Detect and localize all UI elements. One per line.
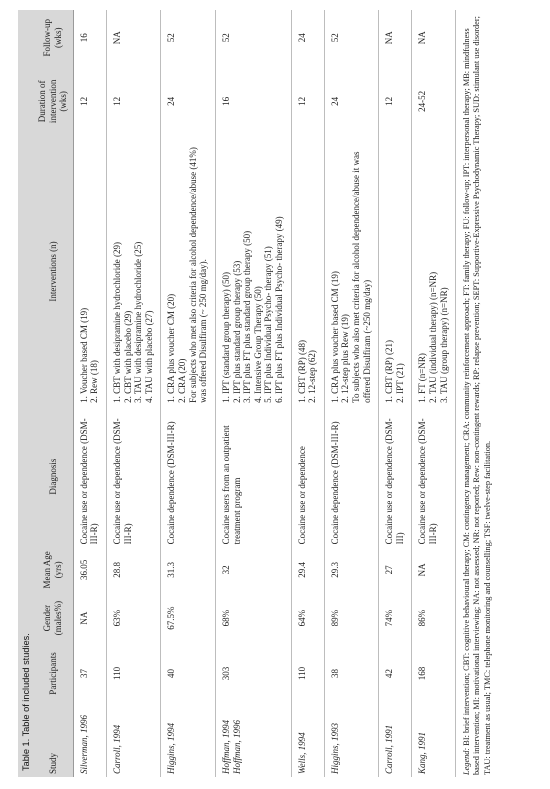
cell-age: 36.05 (73, 547, 106, 592)
intervention-item: 1. CRA plus voucher CM (20) (166, 293, 177, 403)
cell-duration: 16 (215, 65, 291, 137)
table-row (291, 10, 324, 777)
table-row (379, 10, 412, 777)
intervention-item: 1. CBT with desipramine hydrochloride (29) (112, 242, 123, 403)
cell-diagnosis: Cocaine use or dependence (DSM-III-R) (412, 406, 456, 548)
cell-duration: 12 (107, 65, 161, 137)
table-row (324, 10, 378, 777)
cell-duration: 24 (161, 65, 215, 137)
cell-participants: 168 (412, 644, 456, 703)
cell-interventions (324, 137, 378, 406)
cell-age: 31.3 (161, 547, 215, 592)
cell-study: Silverman, 1996 (73, 703, 106, 777)
cell-followup: 52 (161, 10, 215, 65)
header-gender: Gender (males%) (34, 592, 73, 643)
cell-duration: 24-52 (412, 65, 456, 137)
cell-gender: 86% (412, 592, 456, 643)
cell-study: Carroll, 1994 (107, 703, 161, 777)
intervention-item: 3. TAU with desipramine hydrochloride (25) (133, 241, 144, 403)
intervention-item: For subjects who met also criteria for alcohol dependence/abuse (41%) was offered Disulfiram (~ 250 mg/day). (187, 147, 209, 403)
cell-interventions (73, 137, 106, 406)
cell-age: 28.8 (107, 547, 161, 592)
header-duration: Duration of intervention (wks) (34, 65, 73, 137)
cell-age: 29.4 (291, 547, 324, 592)
table-header (34, 10, 73, 777)
intervention-item: 5. IPT plus Individual Psycho- therapy (51) (263, 246, 274, 403)
intervention-item: 2. 12-step (62) (307, 350, 318, 403)
cell-gender: 63% (107, 592, 161, 643)
table-row (215, 10, 291, 777)
cell-participants: 37 (73, 644, 106, 703)
intervention-item: 2. TAU (individual therapy) (n=NR) (428, 271, 439, 403)
intervention-item: 3. TAU (group therapy) (n=NR) (438, 287, 449, 403)
intervention-item: 1. CBT (RP) (21) (384, 339, 395, 403)
header-diagnosis: Diagnosis (34, 406, 73, 548)
intervention-item: 1. CBT (RP) (48) (296, 339, 307, 403)
cell-diagnosis: Cocaine dependence (DSM-III-R) (324, 406, 378, 548)
cell-followup: 52 (324, 10, 378, 65)
cell-duration: 24 (324, 65, 378, 137)
cell-age: 29.3 (324, 547, 378, 592)
intervention-item: 3. IPT plus FT plus standard group therapy (50) (242, 230, 253, 403)
cell-diagnosis: Cocaine users from an outpatient treatment program (215, 406, 291, 548)
cell-participants: 110 (107, 644, 161, 703)
cell-study: Carroll, 1991 (379, 703, 412, 777)
cell-followup: NA (412, 10, 456, 65)
cell-gender: 67.5% (161, 592, 215, 643)
cell-participants: 40 (161, 644, 215, 703)
cell-diagnosis: Cocaine dependence (DSM-III-R) (161, 406, 215, 548)
cell-interventions (379, 137, 412, 406)
cell-interventions (412, 137, 456, 406)
cell-followup: 24 (291, 10, 324, 65)
table-row (412, 10, 456, 777)
cell-duration: 12 (379, 65, 412, 137)
table-caption: Table 1. Table of included studies. (18, 10, 34, 777)
cell-duration: 12 (73, 65, 106, 137)
table-row (161, 10, 215, 777)
intervention-item: To subjects who also met criteria for alcohol dependence/abuse it was offered Disulfiram (~250 mg/day) (351, 151, 372, 403)
intervention-item: 1. FT (n=NR) (417, 353, 428, 403)
cell-study: Higgins, 1994 (161, 703, 215, 777)
cell-age: 32 (215, 547, 291, 592)
cell-interventions (161, 137, 215, 406)
cell-study: Hoffman, 1994 Hoffman, 1996 (215, 703, 291, 777)
cell-duration: 12 (291, 65, 324, 137)
intervention-item: 2. Rew (18) (89, 360, 100, 403)
intervention-item: 2. 12-step plus Rew (19) (340, 314, 351, 403)
cell-followup: NA (379, 10, 412, 65)
cell-followup: NA (107, 10, 161, 65)
cell-gender: 89% (324, 592, 378, 643)
intervention-item: 1. Voucher based CM (19) (78, 307, 89, 403)
intervention-item: 6. IPT plus FT plus Individual Psycho- therapy (49) (273, 216, 284, 403)
cell-age: 27 (379, 547, 412, 592)
cell-interventions (215, 137, 291, 406)
cell-participants: 110 (291, 644, 324, 703)
intervention-item: 2. IPT plus standard group therapy (53) (231, 260, 242, 403)
legend-text: BI: brief intervention; CBT: cognitive behavioural therapy; CM: contingency management; CRA: community reinforcement approach; FT: family therapy; FU: follow-up; IPT: interpersonal therapy; MB: mindfulness based intervention; MI: motivational interviewing; NA: not assessed; NR: not reported; Rew: non-contingent rewards; RP: relapse prevention; SEPT: Supportive-Expressive Psychodynamic Therapy; SUD: stimulant use disorder; TAU: treatment as usual; TMC: telephone monitoring and counselling; TSF: twelve-step facilitation. (462, 16, 492, 775)
cell-study: Kang, 1991 (412, 703, 456, 777)
cell-followup: 16 (73, 10, 106, 65)
intervention-item: 1. CRA plus voucher based CM (19) (329, 271, 340, 403)
table-row (107, 10, 161, 777)
header-followup: Follow-up (wks) (34, 10, 73, 65)
header-interventions: Interventions (n) (34, 137, 73, 406)
cell-study: Higgins, 1993 (324, 703, 378, 777)
cell-participants: 42 (379, 644, 412, 703)
cell-study: Wells, 1994 (291, 703, 324, 777)
cell-followup: 52 (215, 10, 291, 65)
cell-gender: NA (73, 592, 106, 643)
intervention-item: 2. CRA (20) (177, 358, 188, 403)
intervention-item: 4. Intensive Group Therapy (50) (252, 286, 263, 403)
intervention-item: 4. TAU with placebo (27) (143, 310, 154, 403)
table-legend (456, 10, 492, 777)
cell-interventions (291, 137, 324, 406)
cell-diagnosis: Cocaine use or dependence (291, 406, 324, 548)
studies-table (34, 10, 456, 777)
cell-gender: 68% (215, 592, 291, 643)
legend-title: Legend: (462, 747, 472, 775)
cell-participants: 38 (324, 644, 378, 703)
intervention-item: 2. CBT with placebo (29) (122, 310, 133, 403)
cell-gender: 64% (291, 592, 324, 643)
cell-diagnosis: Cocaine use or dependence (DSM-III-R) (107, 406, 161, 548)
cell-diagnosis: Cocaine use or dependence (DSM-III-R) (73, 406, 106, 548)
header-participants: Participants (34, 644, 73, 703)
cell-age: NA (412, 547, 456, 592)
header-age: Mean Age (yrs) (34, 547, 73, 592)
intervention-item: 1. IPT (standard group therapy) (50) (220, 272, 231, 403)
intervention-item: 2. IPT (21) (394, 363, 405, 403)
table-body (73, 10, 455, 777)
cell-diagnosis: Cocaine use or dependence (DSM-III) (379, 406, 412, 548)
cell-gender: 74% (379, 592, 412, 643)
table-row (73, 10, 106, 777)
cell-participants: 303 (215, 644, 291, 703)
cell-interventions (107, 137, 161, 406)
header-study: Study (34, 703, 73, 777)
